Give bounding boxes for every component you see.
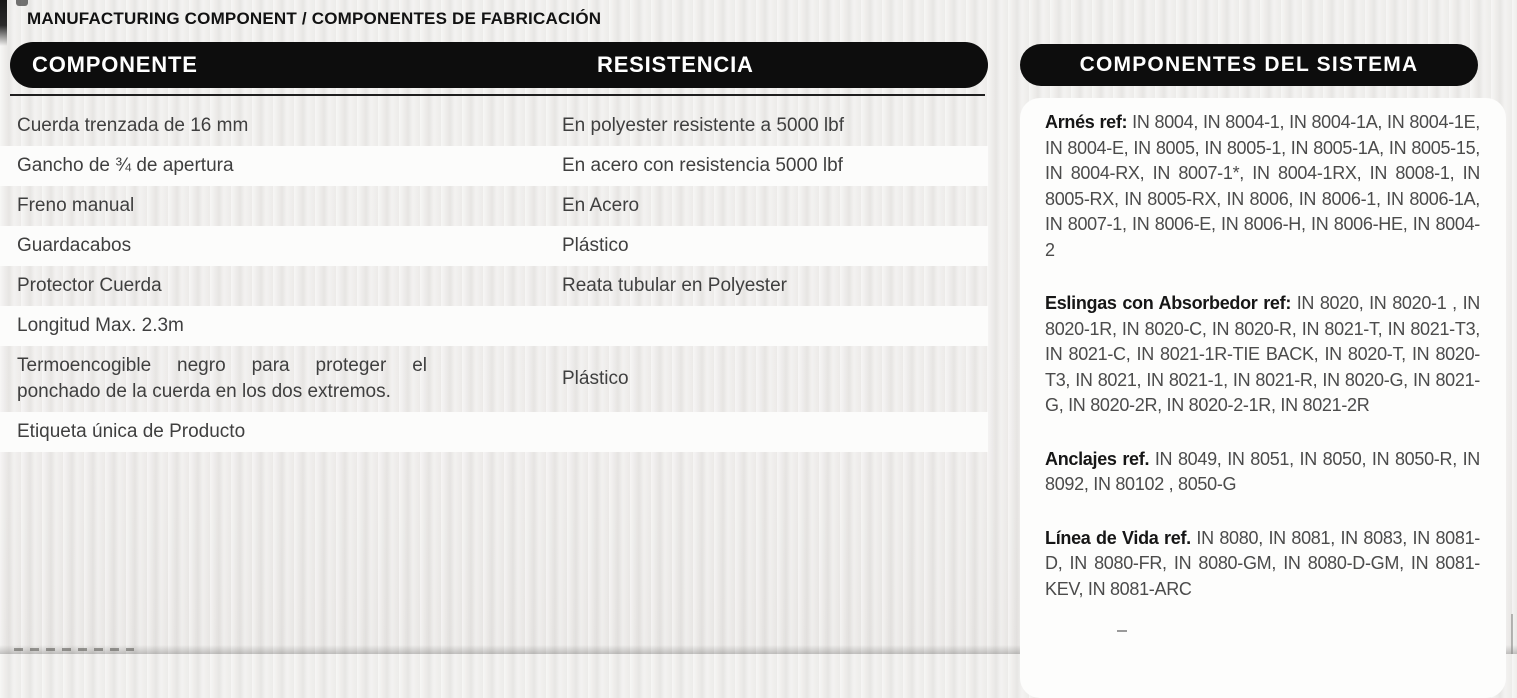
resistance-cell: Plástico (562, 235, 629, 256)
page-title: MANUFACTURING COMPONENT / COMPONENTES DE FABRICACIÓN (27, 9, 602, 28)
component-cell: Cuerda trenzada de 16 mm (17, 115, 249, 136)
resistance-cell: Plástico (562, 368, 629, 389)
resistance-cell: En Acero (562, 195, 640, 216)
system-components-title: COMPONENTES DEL SISTEMA (1079, 53, 1419, 76)
table-row (0, 226, 988, 266)
scan-artifact-dash (1117, 630, 1127, 632)
system-components-card (1020, 98, 1506, 698)
ref-group-list: IN 8004, IN 8004-1, IN 8004-1A, IN 8004-1E, IN 8004-E, IN 8005, IN 8005-1, IN 8005-1A, IN 8005-15, IN 8004-RX, IN 8007-1*, IN 8004-1RX, IN 8008-1, IN 8005-RX, IN 8005-RX, IN 8006, IN 8006-1, IN 8006-1A, IN 8007-1, IN 8006-E, IN 8006-H, IN 8006-HE, IN 8004-2 (1045, 112, 1481, 260)
scan-edge-artifact-left (0, 0, 7, 46)
ref-group-list: IN 8049, IN 8051, IN 8050, IN 8050-R, IN 8092, IN 80102 , 8050-G (1045, 448, 1480, 494)
scan-edge-artifact-bottom-dashes (14, 648, 134, 651)
ref-group-linea-de-vida (1045, 526, 1480, 603)
table-row (0, 412, 988, 452)
component-cell: Freno manual (17, 195, 135, 216)
table-row (0, 306, 988, 346)
ref-group-arnes (1045, 110, 1480, 263)
table-row (0, 106, 988, 146)
column-header-resistencia: RESISTENCIA (597, 52, 754, 77)
resistance-cell: Reata tubular en Polyester (562, 275, 787, 296)
ref-group-label: Arnés ref: (1045, 112, 1128, 132)
component-cell: Protector Cuerda (17, 275, 162, 296)
table-header-bar (10, 42, 988, 88)
ref-group-eslingas (1045, 291, 1480, 419)
component-cell: Termoencogible negro para proteger el ponchado de la cuerda en los dos extremos. (17, 355, 427, 402)
table-row (0, 266, 988, 306)
scan-edge-artifact-right (1511, 614, 1513, 654)
table-row (0, 146, 988, 186)
ref-group-anclajes (1045, 447, 1480, 498)
ref-group-label: Eslingas con Absorbedor ref: (1045, 293, 1292, 313)
column-header-componente: COMPONENTE (32, 52, 198, 77)
ref-group-list: IN 8020, IN 8020-1 , IN 8020-1R, IN 8020-C, IN 8020-R, IN 8021-T, IN 8021-T3, IN 8021-C, IN 8021-1R-TIE BACK, IN 8020-T, IN 8020-T3, IN 8021, IN 8021-1, IN 8021-R, IN 8020-G, IN 8021-G, IN 8020-2R, IN 8020-2-1R, IN 8021-2R (1045, 293, 1480, 415)
components-table (0, 106, 988, 452)
ref-group-list: IN 8080, IN 8081, IN 8083, IN 8081-D, IN 8080-FR, IN 8080-GM, IN 8080-D-GM, IN 8081-KEV, IN 8081-ARC (1045, 527, 1480, 599)
table-row (0, 186, 988, 226)
table-header-underline (10, 94, 985, 96)
component-cell: Gancho de ¾ de apertura (17, 155, 234, 176)
resistance-cell: En polyester resistente a 5000 lbf (562, 115, 845, 136)
component-cell: Guardacabos (17, 235, 132, 256)
resistance-cell (545, 425, 988, 439)
ref-group-label: Línea de Vida ref. (1045, 527, 1191, 548)
component-cell: Etiqueta única de Producto (17, 421, 246, 442)
component-cell: Longitud Max. 2.3m (17, 315, 184, 336)
resistance-cell (545, 319, 988, 333)
ref-group-label: Anclajes ref. (1045, 448, 1150, 469)
table-row (0, 346, 988, 412)
resistance-cell: En acero con resistencia 5000 lbf (562, 155, 843, 176)
system-components-header-bar (1020, 44, 1478, 86)
scan-edge-artifact-top (16, 0, 28, 6)
